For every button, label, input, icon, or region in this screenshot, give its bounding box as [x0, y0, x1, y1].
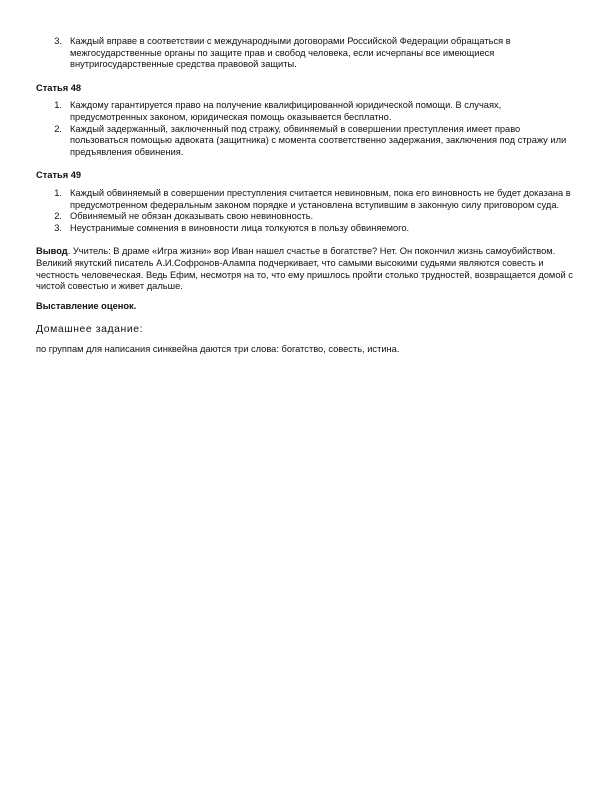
list-item-number: 2.: [54, 211, 62, 222]
list-item-number: 1.: [54, 187, 62, 198]
conclusion-label: Вывод: [36, 246, 68, 257]
list-item: [36, 100, 576, 123]
conclusion-text: . Учитель: В драме «Игра жизни» вор Иван нашел счастье в богатстве? Нет. Он покончил жизнь самоубийством. Великий якутский писатель А.И.Софронов-Алампа подчеркивает, что самыми высокими судьями являются совесть и честность человеческая. Ведь Ефим, несмотря на то, что ему пришлось пройти столько трудностей, возвращается домой с чистой совестью и живет дальше.: [36, 246, 573, 292]
conclusion-paragraph: [36, 246, 576, 292]
list-item-text: Каждый задержанный, заключенный под стражу, обвиняемый в совершении преступления имеет право пользоваться помощью адвоката (защитника) с момента соответственно задержания, заключения под стражу или предъявления обвинения.: [70, 123, 567, 157]
article-49-list: [36, 188, 576, 234]
list-item-number: 3.: [54, 222, 62, 233]
grading-heading: Выставление оценок.: [36, 300, 137, 311]
article-49-heading: Статья 49: [36, 170, 82, 181]
list-item-text: Каждый вправе в соответствии с международными договорами Российской Федерации обращаться в межгосударственные органы по защите прав и свобод человека, если исчерпаны все имеющиеся внутригосударственные средства правовой защиты.: [70, 36, 511, 70]
list-item-text: Каждый обвиняемый в совершении преступления считается невиновным, пока его виновность не будет доказана в предусмотренном федеральным законом порядке и установлена вступившим в законную силу приговором суда.: [70, 187, 571, 210]
list-item: [36, 124, 576, 159]
list-item-number: 3.: [54, 36, 62, 46]
homework-text: по группам для написания синквейна даются три слова: богатство, совесть, истина.: [36, 343, 400, 354]
list-item-text: Обвиняемый не обязан доказывать свою невиновность.: [70, 211, 314, 222]
constitution-list-intro: [36, 36, 576, 71]
list-item: [36, 223, 576, 235]
list-item: [36, 36, 576, 71]
document-page: [36, 36, 576, 355]
list-item-number: 1.: [54, 100, 62, 111]
list-item-text: Каждому гарантируется право на получение квалифицированной юридической помощи. В случаях, предусмотренных законом, юридическая помощь оказывается бесплатно.: [70, 100, 502, 122]
list-item-text: Неустранимые сомнения в виновности лица толкуются в пользу обвиняемого.: [70, 222, 410, 233]
list-item-number: 2.: [54, 123, 62, 134]
list-item: [36, 211, 576, 223]
article-48-list: [36, 100, 576, 158]
article-48-heading: Статья 48: [36, 82, 82, 93]
homework-heading: Домашнее задание:: [36, 324, 144, 336]
list-item: [36, 188, 576, 211]
